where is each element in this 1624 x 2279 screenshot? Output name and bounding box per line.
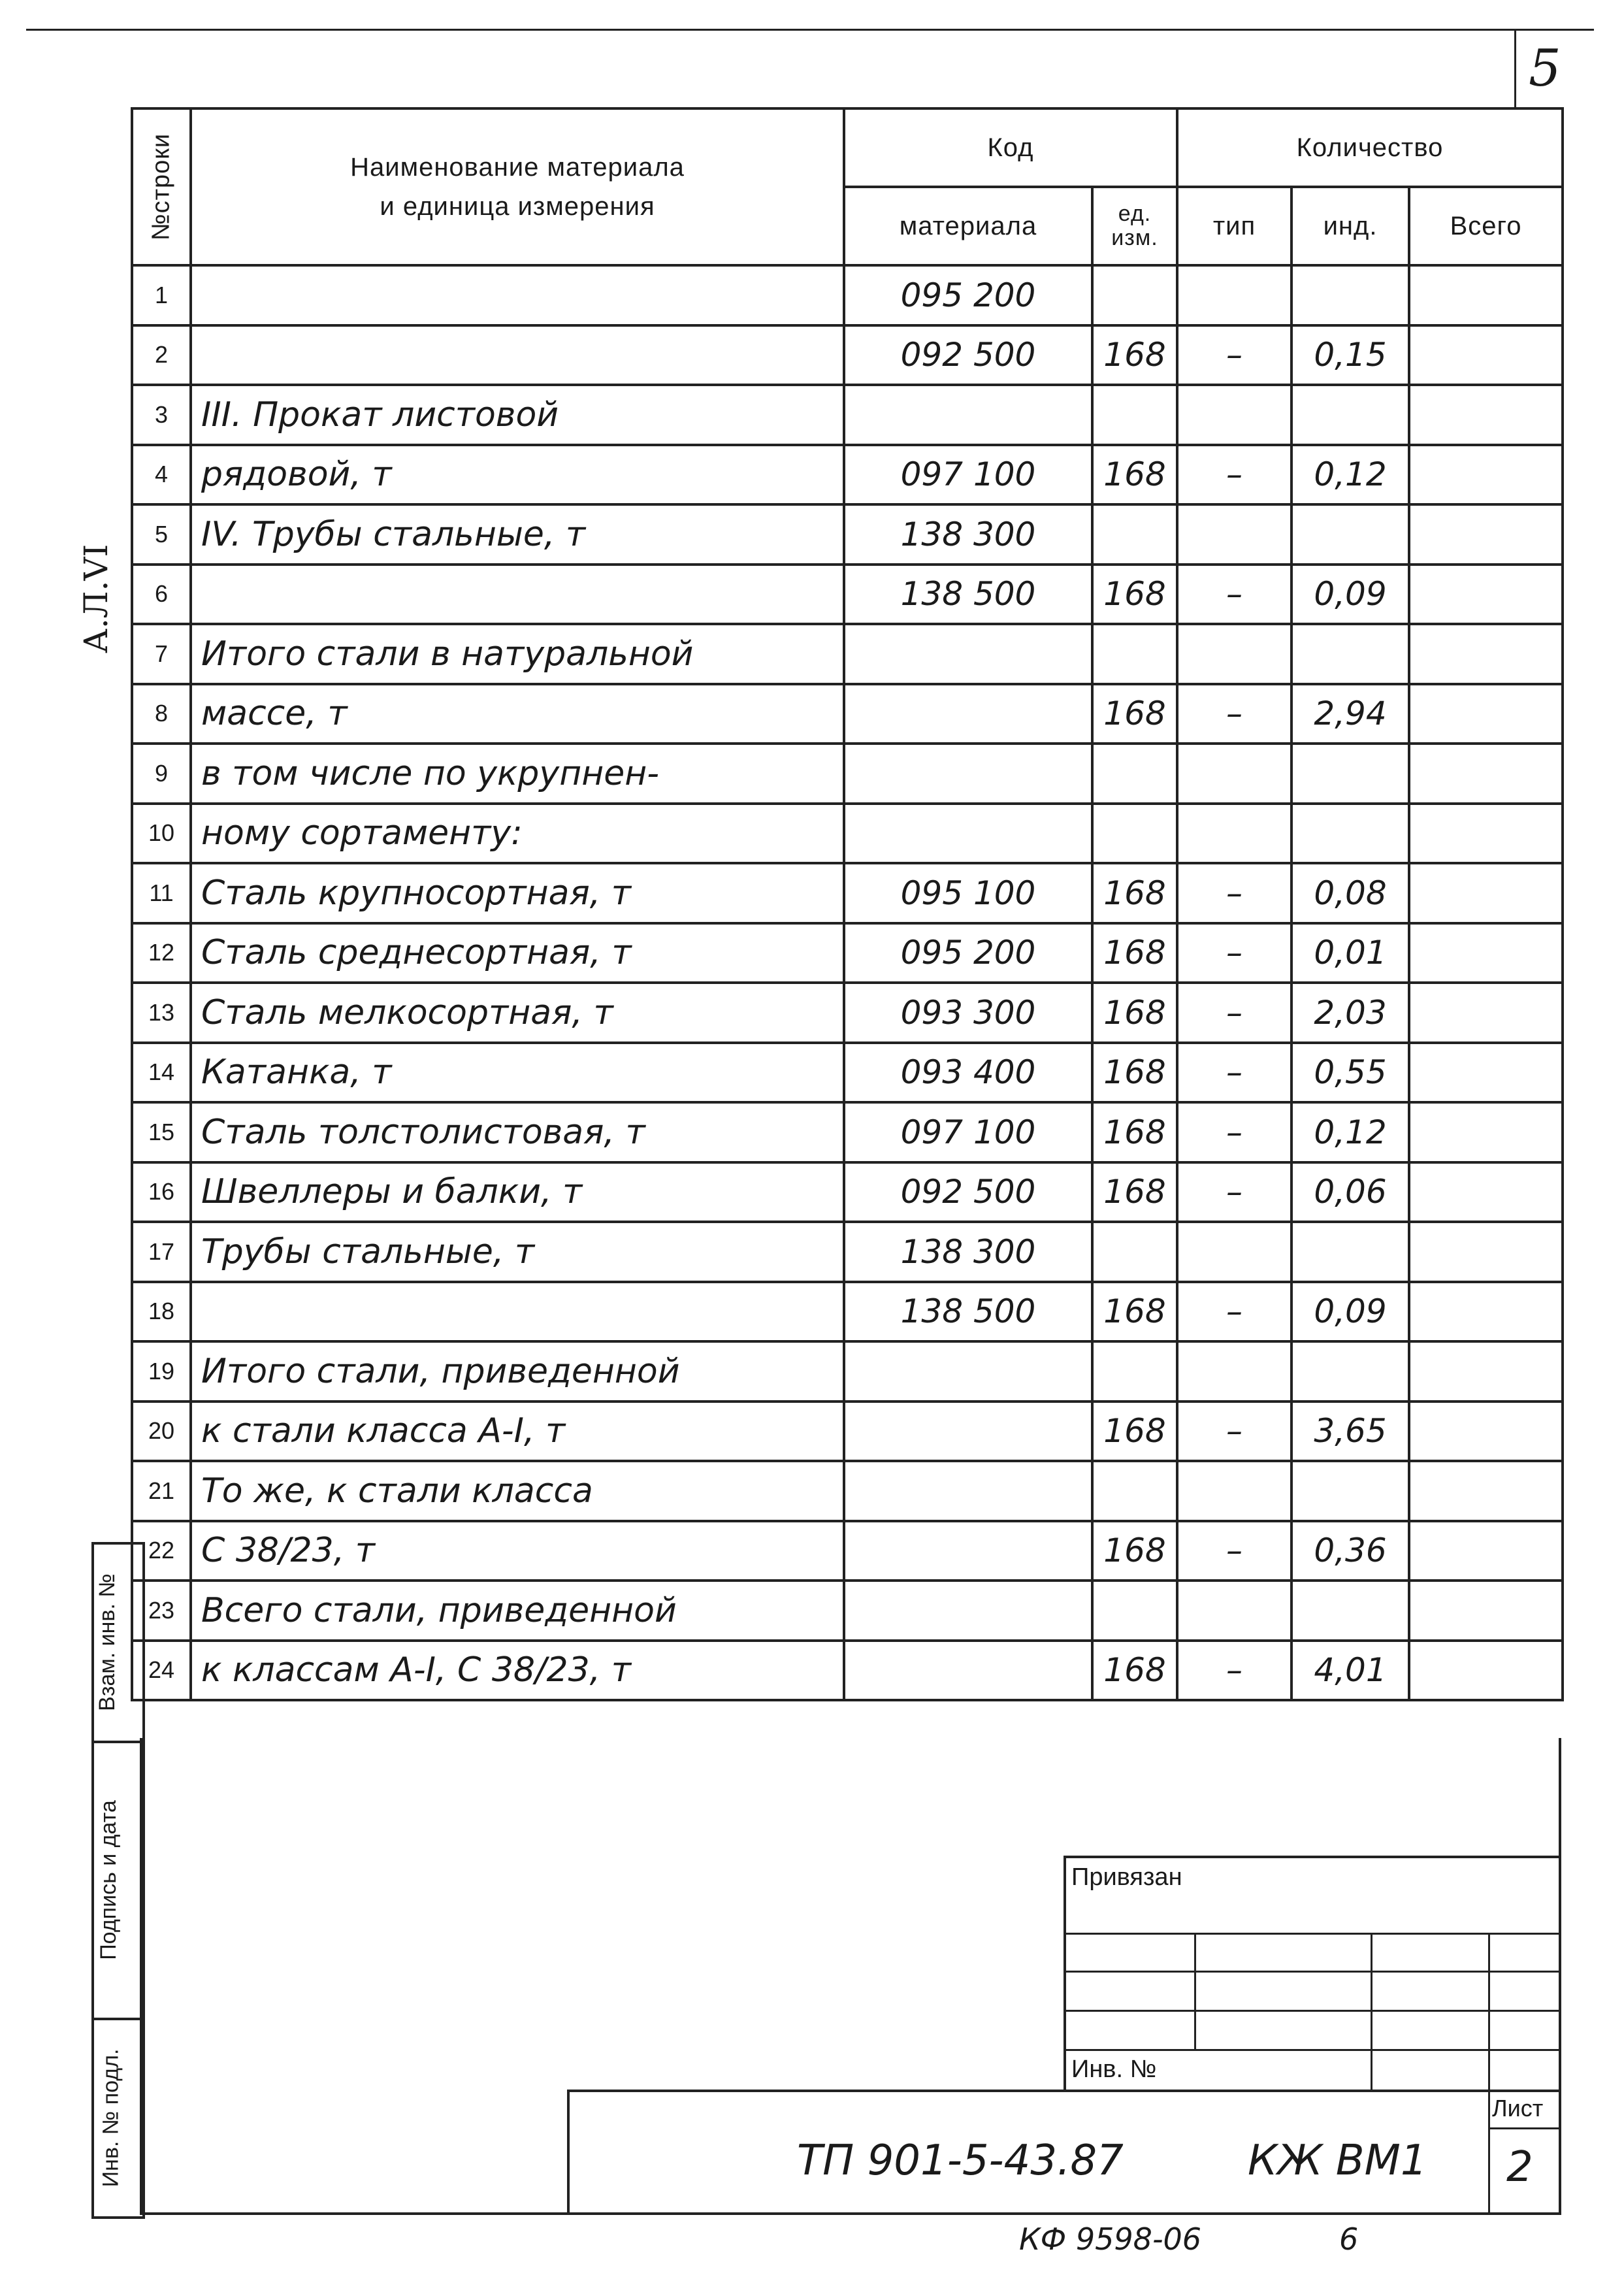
unit-code [1092, 1341, 1177, 1402]
code-unit-header: ед. изм. [1092, 187, 1177, 265]
margin-podpis-label: Подпись и дата [95, 1800, 121, 1960]
row-number: 7 [132, 624, 191, 684]
margin-vzam-label: Взам. инв. № [94, 1573, 120, 1711]
material-code: 092 500 [844, 1162, 1092, 1222]
privyazan-label: Привязан [1071, 1863, 1182, 1891]
sheet-box-h [1488, 2127, 1560, 2129]
material-code [844, 385, 1092, 445]
row-number: 19 [132, 1341, 191, 1402]
qty-type [1177, 1461, 1291, 1521]
material-code [844, 1341, 1092, 1402]
qty-ind: 3,65 [1291, 1402, 1409, 1462]
side-stamp: А.Л.VI [77, 544, 115, 653]
material-name: в том числе по укрупнен- [191, 744, 844, 804]
material-name: Сталь мелкосортная, т [191, 983, 844, 1043]
margin-inv-podl-label: Инв. № подл. [98, 2048, 123, 2188]
material-name [191, 265, 844, 325]
table-row [132, 1402, 1563, 1462]
row-number: 6 [132, 565, 191, 625]
qty-ind: 0,09 [1291, 565, 1409, 625]
material-name [191, 565, 844, 625]
qty-ind: 4,01 [1291, 1641, 1409, 1701]
material-code [844, 1402, 1092, 1462]
material-code [844, 1581, 1092, 1641]
table-row [132, 325, 1563, 385]
table-row [132, 684, 1563, 744]
unit-code [1092, 1581, 1177, 1641]
qty-total [1409, 445, 1563, 505]
material-name: массе, т [191, 684, 844, 744]
qty-type: – [1177, 325, 1291, 385]
qty-type: – [1177, 983, 1291, 1043]
doc-box-top [567, 2090, 1560, 2092]
doc-box-left [567, 2090, 570, 2214]
frame-bottom-line [140, 2212, 1561, 2215]
unit-code [1092, 804, 1177, 864]
qty-total [1409, 863, 1563, 923]
qty-ind: 0,12 [1291, 1102, 1409, 1162]
qty-type [1177, 504, 1291, 565]
table-row [132, 624, 1563, 684]
row-number: 3 [132, 385, 191, 445]
qty-ind: 2,94 [1291, 684, 1409, 744]
row-number: 23 [132, 1581, 191, 1641]
material-name [191, 325, 844, 385]
unit-code [1092, 385, 1177, 445]
qty-total [1409, 1162, 1563, 1222]
row-number: 17 [132, 1222, 191, 1282]
qty-type [1177, 1341, 1291, 1402]
material-name: Итого стали, приведенной [191, 1341, 844, 1402]
material-name: IV. Трубы стальные, т [191, 504, 844, 565]
material-name: ному сортаменту: [191, 804, 844, 864]
code-material-header: материала [844, 187, 1092, 265]
page-number: 5 [1529, 39, 1561, 98]
row-number: 20 [132, 1402, 191, 1462]
unit-code: 168 [1092, 983, 1177, 1043]
material-name: к классам А-I, С 38/23, т [191, 1641, 844, 1701]
qty-ind [1291, 504, 1409, 565]
unit-code: 168 [1092, 863, 1177, 923]
table-row [132, 1521, 1563, 1581]
row-number: 14 [132, 1043, 191, 1103]
margin-vzam-box [91, 1542, 145, 1743]
row-number: 12 [132, 923, 191, 983]
document-code: ТП 901-5-43.87 [797, 2137, 1124, 2185]
qty-ind [1291, 624, 1409, 684]
row-number: 11 [132, 863, 191, 923]
material-code [844, 624, 1092, 684]
material-name: С 38/23, т [191, 1521, 844, 1581]
unit-code: 168 [1092, 1102, 1177, 1162]
qty-ind [1291, 385, 1409, 445]
material-code: 095 100 [844, 863, 1092, 923]
material-code [844, 1461, 1092, 1521]
row-number: 24 [132, 1641, 191, 1701]
tb-v3 [1488, 1933, 1490, 2214]
margin-podpis-box [91, 1741, 145, 2020]
material-name: Сталь крупносортная, т [191, 863, 844, 923]
qty-total [1409, 923, 1563, 983]
unit-code [1092, 624, 1177, 684]
material-code: 092 500 [844, 325, 1092, 385]
qty-total [1409, 1282, 1563, 1342]
unit-code: 168 [1092, 325, 1177, 385]
unit-code [1092, 265, 1177, 325]
qty-total [1409, 983, 1563, 1043]
material-code: 138 500 [844, 565, 1092, 625]
material-name: Швеллеры и балки, т [191, 1162, 844, 1222]
inv-no-label: Инв. № [1071, 2056, 1157, 2083]
name-header: Наименование материала и единица измерения [191, 108, 844, 265]
unit-code [1092, 744, 1177, 804]
qty-total [1409, 1581, 1563, 1641]
code-header: Код [844, 108, 1177, 187]
row-number: 9 [132, 744, 191, 804]
qty-ind: 0,06 [1291, 1162, 1409, 1222]
material-name: Всего стали, приведенной [191, 1581, 844, 1641]
material-code: 097 100 [844, 445, 1092, 505]
qty-total [1409, 565, 1563, 625]
unit-code: 168 [1092, 684, 1177, 744]
table-row [132, 863, 1563, 923]
top-border-line [26, 29, 1594, 31]
row-number: 13 [132, 983, 191, 1043]
tb-h4 [1064, 2049, 1560, 2051]
qty-type: – [1177, 445, 1291, 505]
material-name: Итого стали в натуральной [191, 624, 844, 684]
table-row [132, 923, 1563, 983]
unit-code: 168 [1092, 1282, 1177, 1342]
row-number: 10 [132, 804, 191, 864]
qty-ind: 0,55 [1291, 1043, 1409, 1103]
sheet-label: Лист [1492, 2095, 1544, 2122]
row-number: 4 [132, 445, 191, 505]
qty-total [1409, 265, 1563, 325]
qty-type: – [1177, 1521, 1291, 1581]
table-row [132, 1162, 1563, 1222]
qty-total [1409, 804, 1563, 864]
unit-code: 168 [1092, 1641, 1177, 1701]
qty-type: – [1177, 1162, 1291, 1222]
qty-ind [1291, 1461, 1409, 1521]
material-name [191, 1282, 844, 1342]
qty-ind [1291, 804, 1409, 864]
material-code: 095 200 [844, 265, 1092, 325]
materials-table [131, 107, 1564, 1701]
qty-type [1177, 804, 1291, 864]
qty-ind: 0,36 [1291, 1521, 1409, 1581]
qty-total [1409, 1461, 1563, 1521]
qty-ind [1291, 744, 1409, 804]
qty-total [1409, 385, 1563, 445]
material-code: 138 300 [844, 504, 1092, 565]
qty-ind [1291, 265, 1409, 325]
unit-code [1092, 504, 1177, 565]
qty-ind [1291, 1341, 1409, 1402]
qty-type [1177, 624, 1291, 684]
frame-right-line [1559, 1738, 1561, 2215]
qty-type [1177, 1222, 1291, 1282]
material-code [844, 1521, 1092, 1581]
qty-type-header: тип [1177, 187, 1291, 265]
material-name: Сталь толстолистовая, т [191, 1102, 844, 1162]
qty-type: – [1177, 1402, 1291, 1462]
qty-total [1409, 325, 1563, 385]
qty-ind: 0,12 [1291, 445, 1409, 505]
qty-type: – [1177, 1043, 1291, 1103]
table-row [132, 983, 1563, 1043]
material-code [844, 684, 1092, 744]
qty-total-header: Всего [1409, 187, 1563, 265]
table-row [132, 1102, 1563, 1162]
unit-code: 168 [1092, 923, 1177, 983]
row-number: 15 [132, 1102, 191, 1162]
table-row [132, 1043, 1563, 1103]
qty-total [1409, 744, 1563, 804]
table-row [132, 1222, 1563, 1282]
material-code [844, 1641, 1092, 1701]
material-code: 093 300 [844, 983, 1092, 1043]
qty-total [1409, 504, 1563, 565]
table-row [132, 744, 1563, 804]
row-number: 5 [132, 504, 191, 565]
tb-outer-left [1064, 1856, 1066, 2091]
sheet-number: 2 [1506, 2143, 1533, 2191]
tb-top [1064, 1856, 1560, 1858]
row-number: 18 [132, 1282, 191, 1342]
quantity-header: Количество [1177, 108, 1563, 187]
row-number: 21 [132, 1461, 191, 1521]
table-row [132, 504, 1563, 565]
table-body [132, 265, 1563, 1700]
qty-type [1177, 265, 1291, 325]
qty-type: – [1177, 1641, 1291, 1701]
qty-type [1177, 385, 1291, 445]
qty-type [1177, 1581, 1291, 1641]
material-name: То же, к стали класса [191, 1461, 844, 1521]
table-row [132, 265, 1563, 325]
qty-type: – [1177, 863, 1291, 923]
qty-total [1409, 1222, 1563, 1282]
material-code: 095 200 [844, 923, 1092, 983]
qty-type: – [1177, 1282, 1291, 1342]
margin-inv-podl-box [91, 2018, 145, 2219]
material-name: Трубы стальные, т [191, 1222, 844, 1282]
qty-total [1409, 1102, 1563, 1162]
footer-copy-no: 6 [1339, 2222, 1359, 2257]
material-name: Сталь среднесортная, т [191, 923, 844, 983]
material-name: к стали класса А-I, т [191, 1402, 844, 1462]
material-name: Катанка, т [191, 1043, 844, 1103]
frame-left-line [140, 1738, 142, 2215]
unit-code: 168 [1092, 565, 1177, 625]
unit-code: 168 [1092, 1521, 1177, 1581]
material-code [844, 744, 1092, 804]
document-mark: КЖ ВМ1 [1248, 2137, 1427, 2185]
row-number: 16 [132, 1162, 191, 1222]
qty-ind: 0,01 [1291, 923, 1409, 983]
row-number: 8 [132, 684, 191, 744]
table-row [132, 1581, 1563, 1641]
qty-total [1409, 624, 1563, 684]
table-row [132, 565, 1563, 625]
qty-ind-header: инд. [1291, 187, 1409, 265]
qty-type [1177, 744, 1291, 804]
unit-code: 168 [1092, 1402, 1177, 1462]
row-number: 2 [132, 325, 191, 385]
unit-code [1092, 1222, 1177, 1282]
table-row [132, 1641, 1563, 1701]
qty-total [1409, 1402, 1563, 1462]
table-row [132, 445, 1563, 505]
qty-total [1409, 1043, 1563, 1103]
material-name: рядовой, т [191, 445, 844, 505]
table-row [132, 1461, 1563, 1521]
page-number-frame [1514, 29, 1516, 107]
tb-v1 [1194, 1933, 1196, 2049]
qty-type: – [1177, 923, 1291, 983]
qty-ind [1291, 1222, 1409, 1282]
row-number: 1 [132, 265, 191, 325]
table-row [132, 804, 1563, 864]
tb-h1 [1064, 1933, 1560, 1935]
tb-h2 [1064, 1971, 1560, 1973]
tb-v2 [1371, 1933, 1372, 2090]
row-number: 22 [132, 1521, 191, 1581]
unit-code: 168 [1092, 445, 1177, 505]
tb-h3 [1064, 2010, 1560, 2012]
unit-code [1092, 1461, 1177, 1521]
qty-total [1409, 1641, 1563, 1701]
qty-ind: 2,03 [1291, 983, 1409, 1043]
qty-ind: 0,09 [1291, 1282, 1409, 1342]
qty-ind [1291, 1581, 1409, 1641]
qty-total [1409, 684, 1563, 744]
qty-ind: 0,15 [1291, 325, 1409, 385]
qty-type: – [1177, 565, 1291, 625]
qty-total [1409, 1341, 1563, 1402]
material-code [844, 804, 1092, 864]
qty-type: – [1177, 1102, 1291, 1162]
footer-stamp: КФ 9598-06 [1019, 2222, 1202, 2257]
qty-ind: 0,08 [1291, 863, 1409, 923]
material-code: 097 100 [844, 1102, 1092, 1162]
qty-type: – [1177, 684, 1291, 744]
unit-code: 168 [1092, 1043, 1177, 1103]
row-number-header: №строки [132, 108, 191, 265]
table-row [132, 385, 1563, 445]
table-row [132, 1341, 1563, 1402]
unit-code: 168 [1092, 1162, 1177, 1222]
material-code: 138 300 [844, 1222, 1092, 1282]
material-code: 138 500 [844, 1282, 1092, 1342]
qty-total [1409, 1521, 1563, 1581]
table-row [132, 1282, 1563, 1342]
material-name: III. Прокат листовой [191, 385, 844, 445]
material-code: 093 400 [844, 1043, 1092, 1103]
